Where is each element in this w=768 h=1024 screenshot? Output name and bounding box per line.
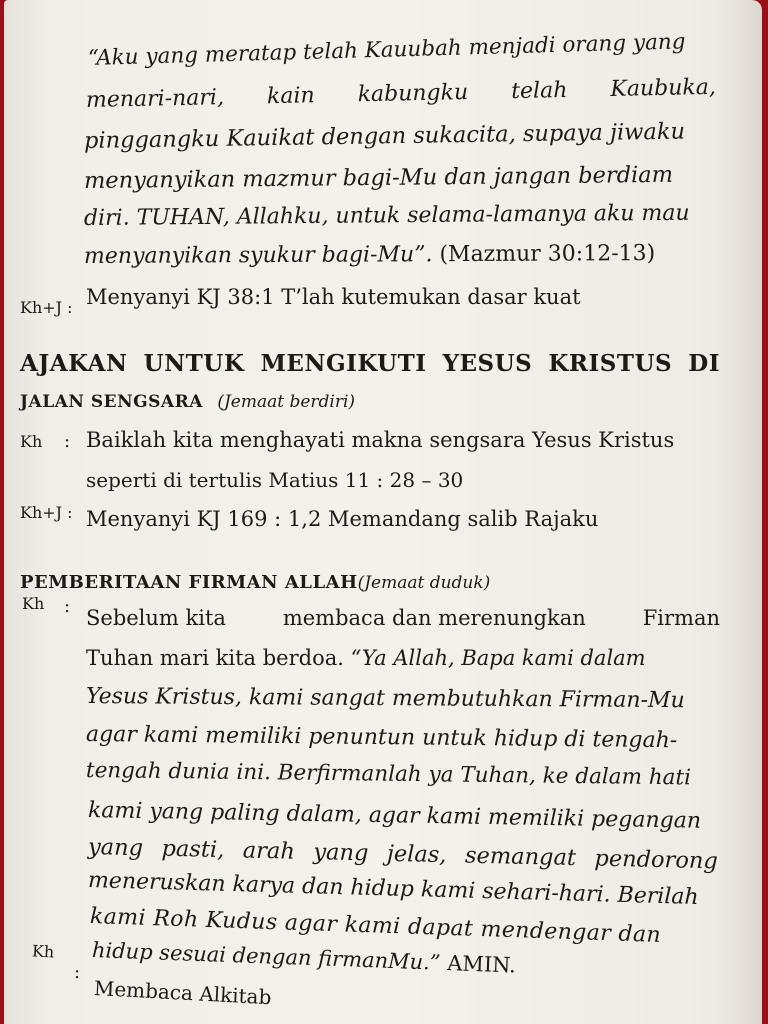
section-heading-ajakan: AJAKAN UNTUK MENGIKUTI YESUS KRISTUS DI <box>20 350 720 377</box>
quote-line-3: pinggangku Kauikat dengan sukacita, supaya jiwaku <box>83 118 686 154</box>
prayer-line-3: Yesus Kristus, kami sangat membutuhkan Firman-Mu <box>85 684 685 714</box>
prayer-line-10: hidup sesuai dengan firmanMu.” AMIN. <box>91 938 517 978</box>
quote-line-6: menyanyikan syukur bagi-Mu”. (Mazmur 30:12-13) <box>83 241 656 269</box>
reading-line-2: seperti di tertulis Matius 11 : 28 – 30 <box>86 468 464 492</box>
prayer-line-8: meneruskan karya dan hidup kami sehari-hari. Berilah <box>87 868 699 911</box>
label-colon: : <box>64 596 71 617</box>
section-heading-firman: PEMBERITAAN FIRMAN ALLAH(Jemaat duduk) <box>20 572 491 593</box>
quote-line-2: menari-nari, kain kabungku telah Kaubuka, <box>85 74 717 113</box>
quote-line-4: menyanyikan mazmur bagi-Mu dan jangan berdiam <box>83 161 674 194</box>
prayer-line-6: kami yang paling dalam, agar kami memiliki pegangan <box>87 798 702 834</box>
label-colon: : <box>64 431 71 452</box>
congregation-note: (Jemaat duduk) <box>357 573 491 593</box>
quote-line-5: diri. TUHAN, Allahku, untuk selama-lamanya aku mau <box>83 200 690 231</box>
book-page <box>4 0 762 1024</box>
reading-line-1: Baiklah kita menghayati makna sengsara Yesus Kristus <box>86 428 675 452</box>
prayer-line-9: kami Roh Kudus agar kami dapat mendengar dan <box>89 904 662 948</box>
song-instruction: Menyanyi KJ 169 : 1,2 Memandang salib Rajaku <box>86 507 599 531</box>
congregation-note: (Jemaat berdiri) <box>217 392 356 412</box>
prayer-line-4: agar kami memiliki penuntun untuk hidup di tengah- <box>85 722 678 754</box>
speaker-label: Kh <box>31 941 55 962</box>
speaker-label: Kh <box>22 594 45 613</box>
quote-reference: (Mazmur 30:12-13) <box>432 241 656 268</box>
speaker-label: Kh+J : <box>20 503 73 522</box>
speaker-label: Kh+J : <box>20 298 73 317</box>
section-heading-ajakan-cont: JALAN SENGSARA (Jemaat berdiri) <box>20 392 356 412</box>
prayer-line-5: tengah dunia ini. Berfirmanlah ya Tuhan, ke dalam hati <box>85 758 692 791</box>
label-colon: : <box>74 962 81 983</box>
prayer-line-7: yang pasti, arah yang jelas, semangat pendorong <box>87 834 719 875</box>
speaker-label: Kh <box>20 432 43 451</box>
prayer-line-2: Tuhan mari kita berdoa. “Ya Allah, Bapa kami dalam <box>86 646 646 670</box>
song-instruction: Menyanyi KJ 38:1 T’lah kutemukan dasar kuat <box>86 285 581 309</box>
quote-line-1: “Aku yang meratap telah Kauubah menjadi orang yang <box>87 29 686 71</box>
prayer-line-1: Sebelum kita membaca dan merenungkan Firman <box>86 606 720 630</box>
reading-instruction: Membaca Alkitab <box>93 976 272 1010</box>
